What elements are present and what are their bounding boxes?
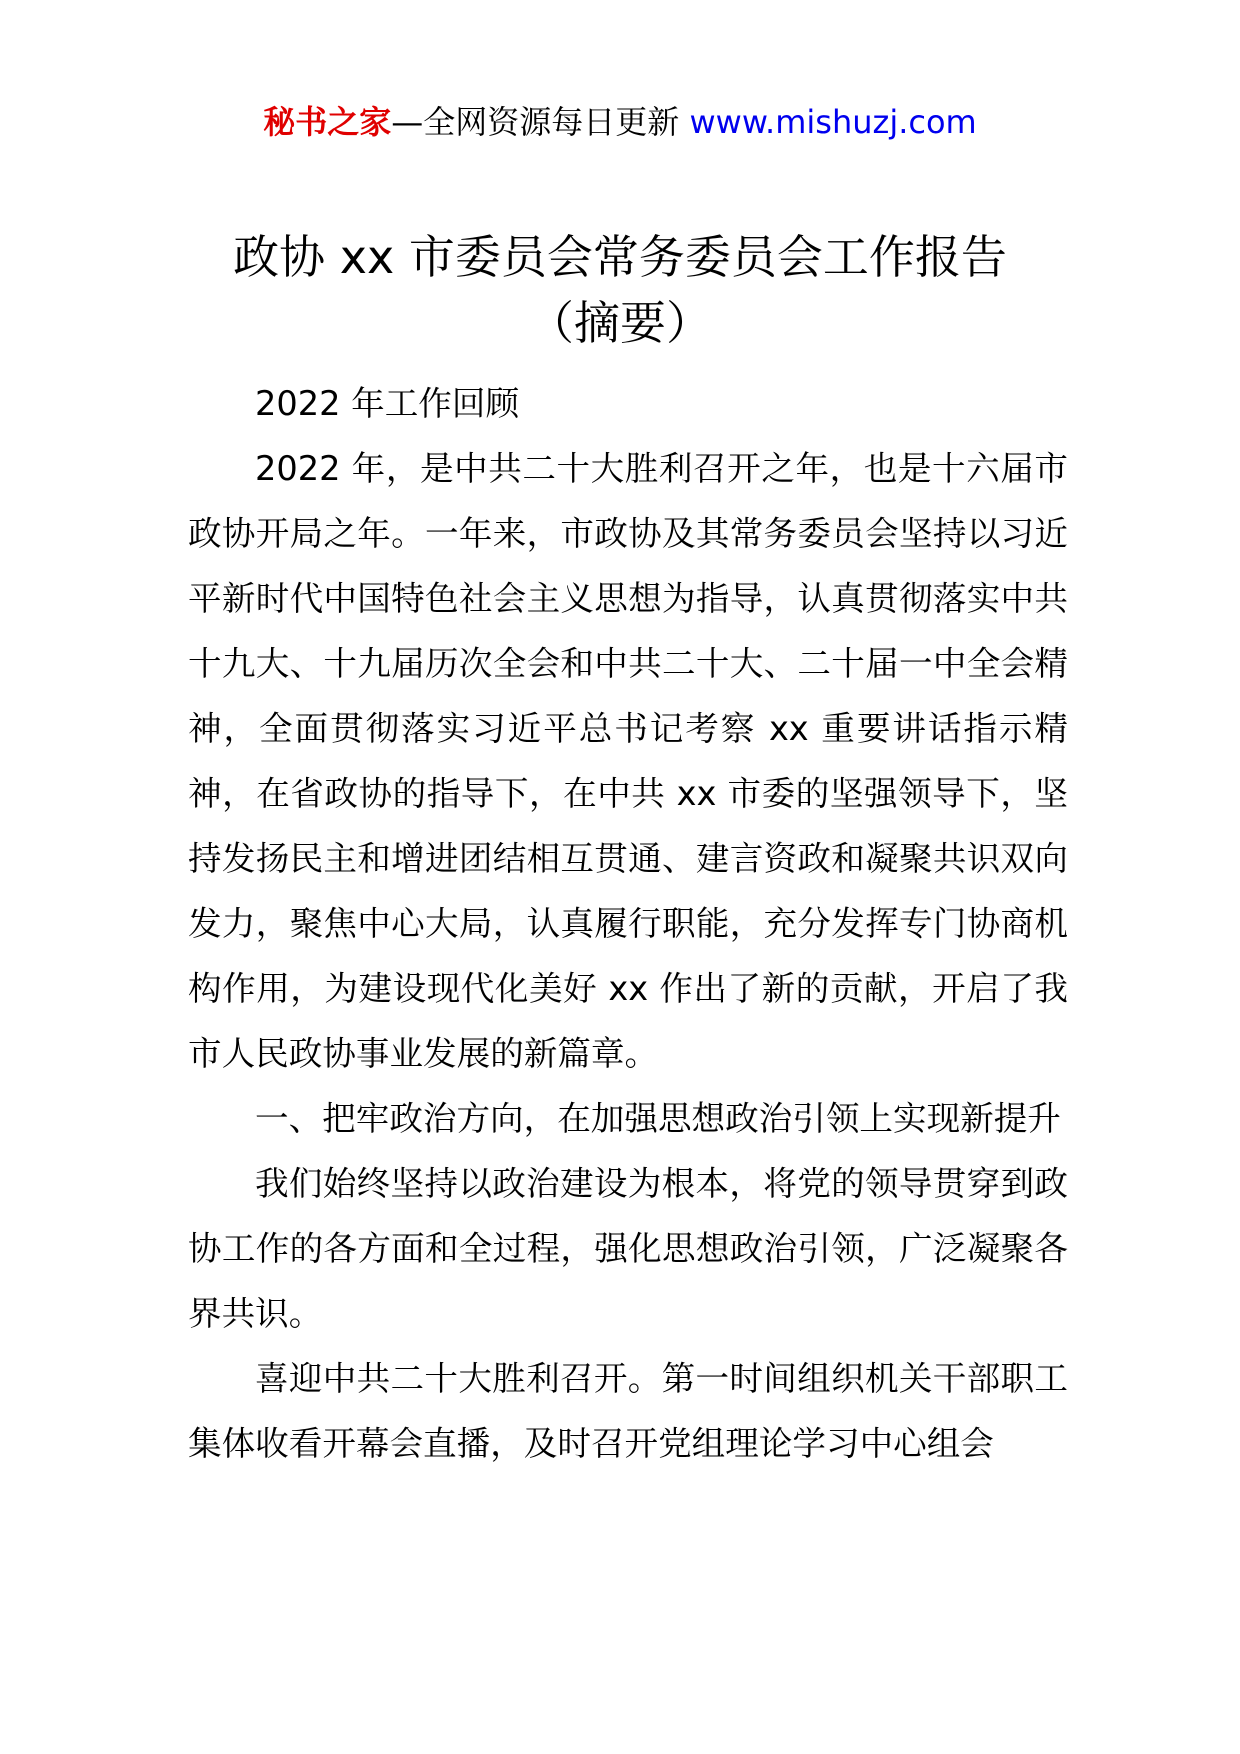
site-tagline: —全网资源每日更新: [391, 103, 680, 141]
site-header: [0, 100, 1240, 144]
section-heading: 一、把牢政治方向，在加强思想政治引领上实现新提升: [255, 1099, 1061, 1138]
body-paragraph: 我们始终坚持以政治建设为根本，将党的领导贯穿到政协工作的各方面和全过程，强化思想政治引领，广泛凝聚各界共识。: [188, 1164, 1068, 1333]
document-title: 政协 xx 市委员会常务委员会工作报告: [233, 230, 1007, 284]
document-body: [188, 371, 1068, 1476]
body-paragraph: 喜迎中共二十大胜利召开。第一时间组织机关干部职工集体收看开幕会直播，及时召开党组理论学习中心组会: [188, 1359, 1068, 1463]
site-url-link[interactable]: www.mishuzj.com: [689, 103, 977, 141]
site-brand: 秘书之家: [263, 103, 392, 141]
body-paragraph: 2022 年，是中共二十大胜利召开之年，也是十六届市政协开局之年。一年来，市政协及其常务委员会坚持以习近平新时代中国特色社会主义思想为指导，认真贯彻落实中共十九大、十九届历次全会和中共二十大、二十届一中全会精神，全面贯彻落实习近平总书记考察 xx 重要讲话指示精神，在省政协的指导下，在中共 xx 市委的坚强领导下，坚持发扬民主和增进团结相互贯通、建言资政和凝聚共识双向发力，聚焦中心大局，认真履行职能，充分发挥专门协商机构作用，为建设现代化美好 xx 作出了新的贡献，开启了我市人民政协事业发展的新篇章。: [188, 449, 1068, 1073]
document-subtitle: （摘要）: [528, 296, 712, 350]
section-heading: 2022 年工作回顾: [255, 384, 520, 423]
